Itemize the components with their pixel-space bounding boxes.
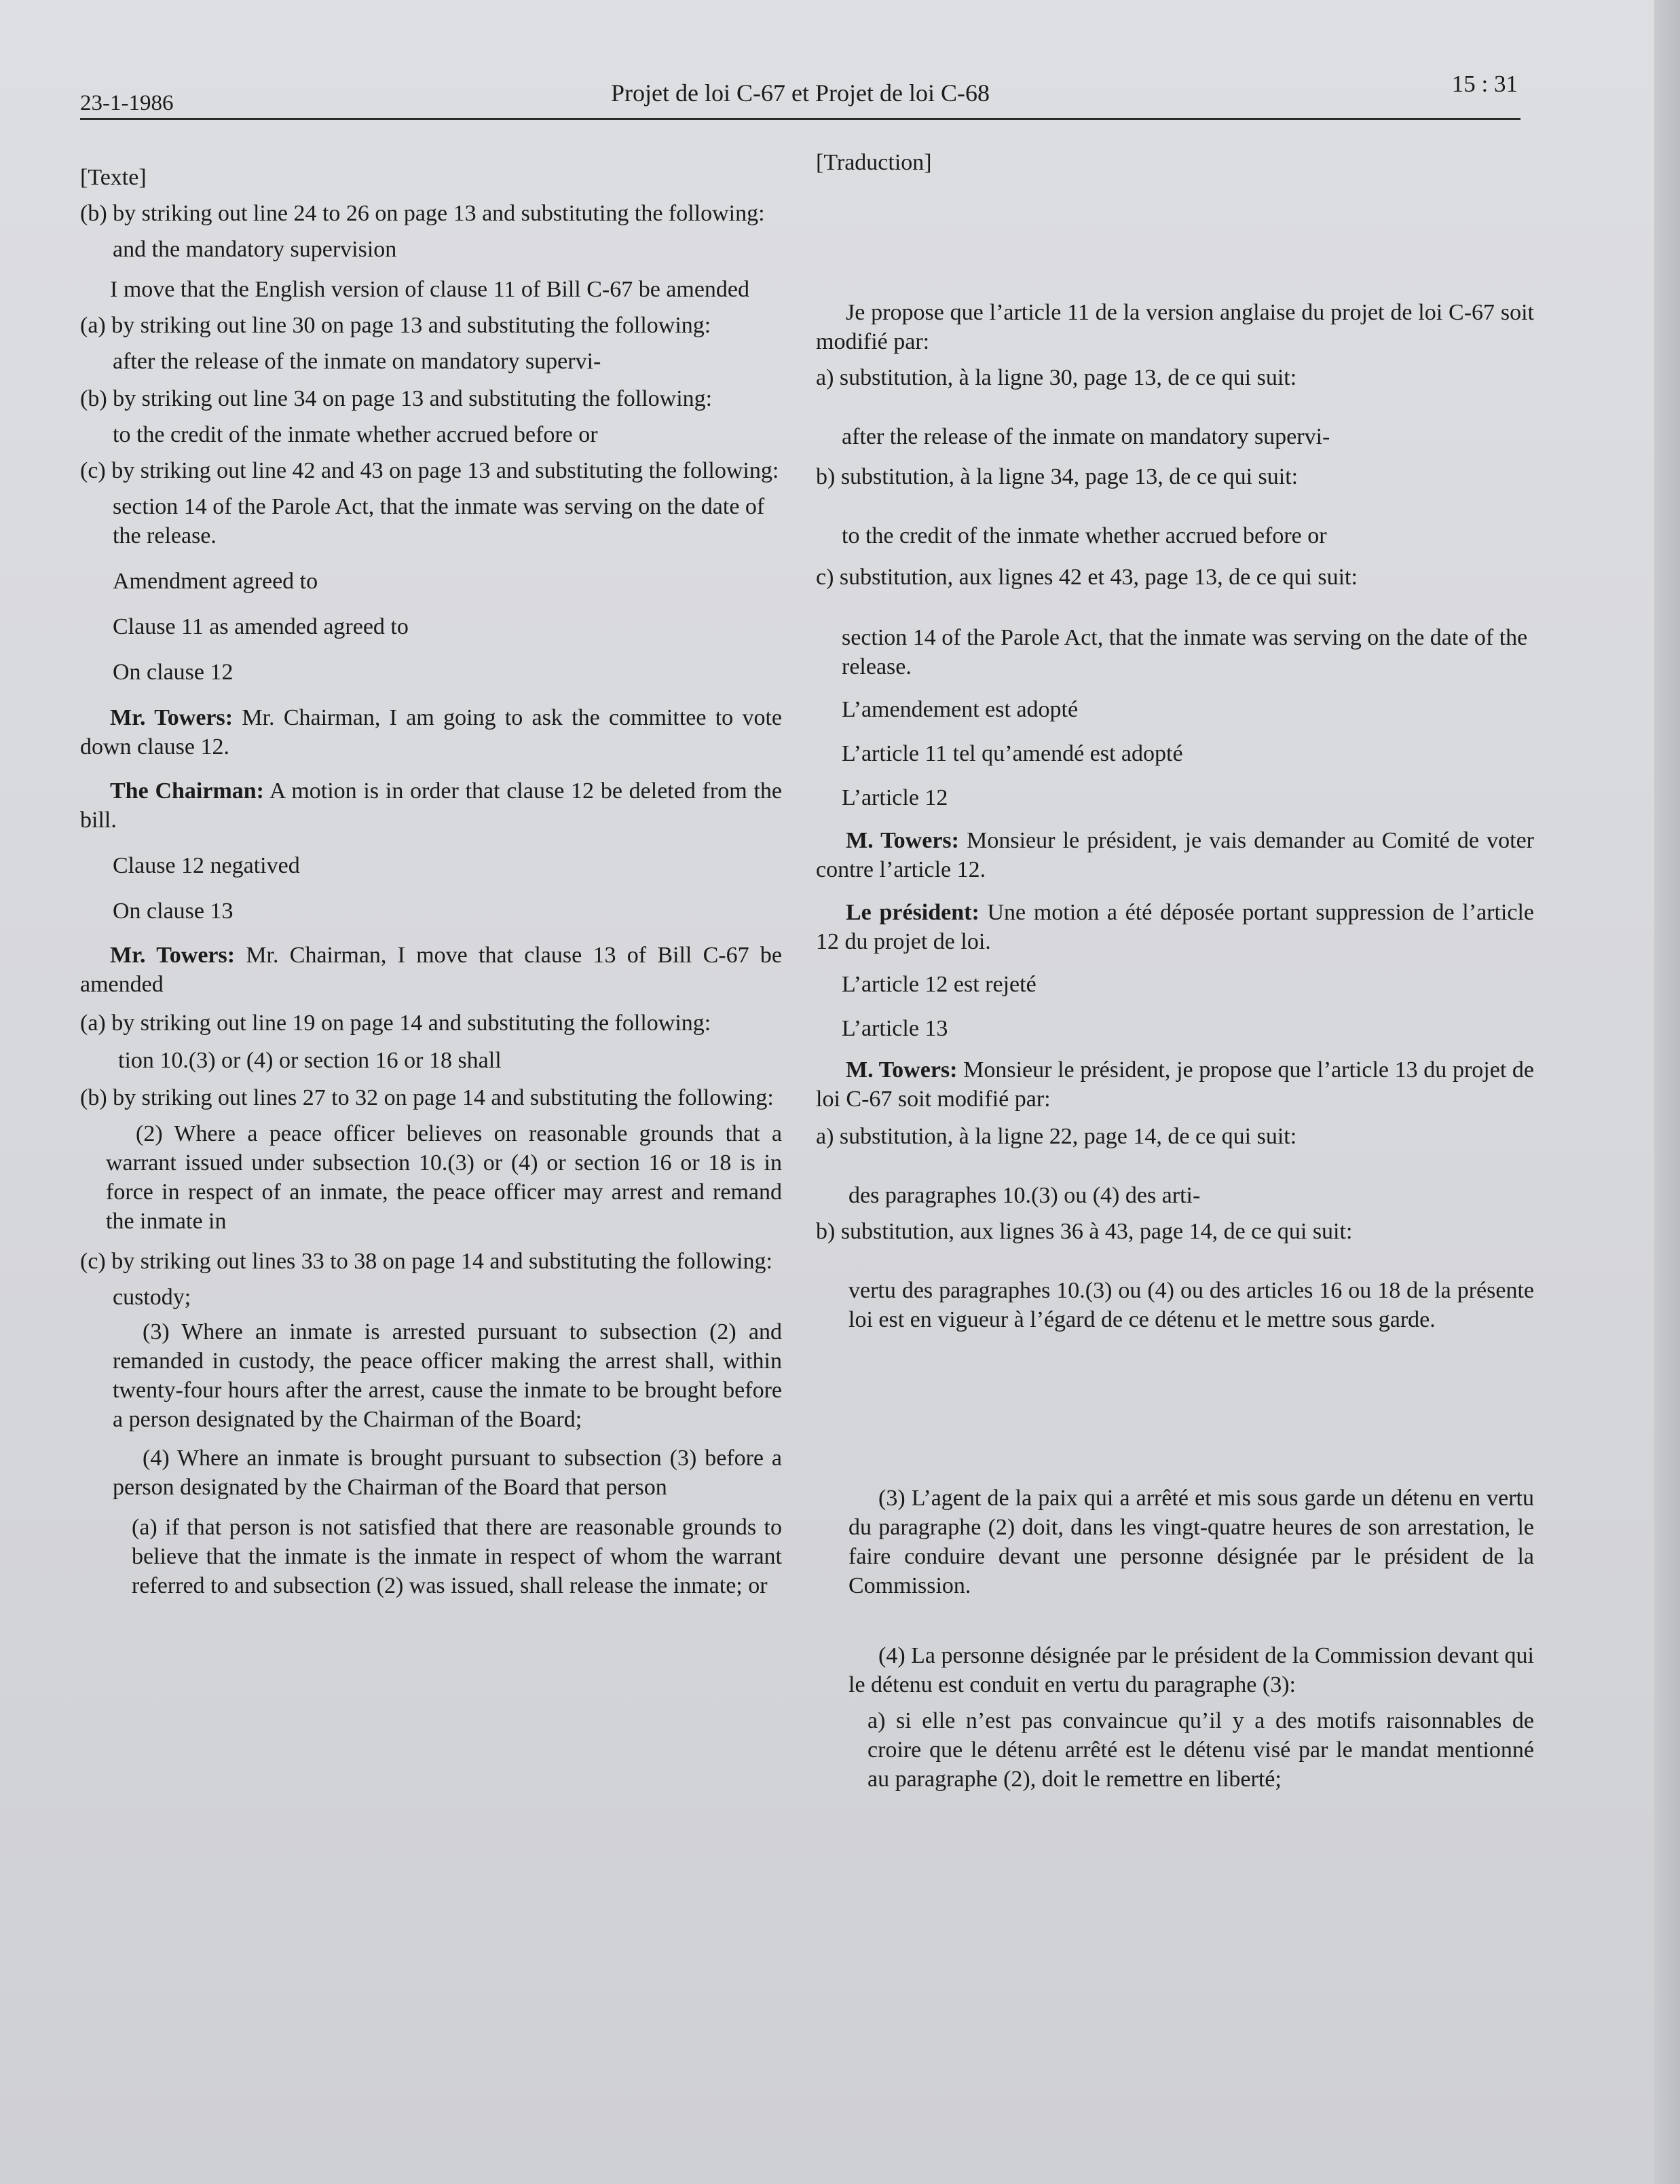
speaker-chairman: The Chairman: — [110, 778, 264, 804]
fr-amendment-agreed: L’amendement est adopté — [842, 697, 1079, 722]
amendment-agreed: Amendment agreed to — [113, 569, 318, 594]
amend-c2: (c) by striking out line 42 and 43 on page 13 and substituting the following: — [80, 458, 779, 483]
quote-10: (a) if that person is not satisfied that there are reasonable grounds to believe that the inmate is the inmate in respect of whom the warrant referred to and subsection (2) was issued, shall release the inmate; or — [132, 1515, 782, 1598]
quote-7: custody; — [113, 1285, 191, 1310]
fr-quote-8: (3) L’agent de la paix qui a arrêté et mis sous garde un détenu en vertu du paragraphe (2) doit, dans les vingt-quatre heures de son arrestation, le faire conduire devant une personne désignée par le président de la Commission. — [848, 1486, 1534, 1598]
quote-2: after the release of the inmate on mandatory supervi- — [113, 349, 601, 374]
page-header — [80, 67, 1520, 120]
fr-quote-4: section 14 of the Parole Act, that the inmate was serving on the date of the release. — [842, 625, 1528, 679]
fr-speaker-towers: M. Towers: — [846, 828, 959, 853]
fr-on-clause-12: L’article 12 — [842, 785, 948, 810]
text-label: [Texte] — [80, 165, 147, 190]
towers-statement-1: Mr. Towers: Mr. Chairman, I am going to ask the committee to vote down clause 12. — [80, 705, 782, 759]
fr-amend-b3: b) substitution, aux lignes 36 à 43, page 14, de ce qui suit: — [816, 1219, 1353, 1244]
amend-a2: (a) by striking out line 30 on page 13 and substituting the following: — [80, 313, 711, 338]
chairman-statement: The Chairman: A motion is in order that clause 12 be deleted from the bill. — [80, 778, 782, 833]
motion-clause-11: I move that the English version of clause 11 of Bill C-67 be amended — [110, 277, 750, 302]
fr-amend-a3: a) substitution, à la ligne 22, page 14, de ce qui suit: — [816, 1124, 1297, 1149]
fr-amend-b2: b) substitution, à la ligne 34, page 13, de ce qui suit: — [816, 464, 1299, 489]
speaker-towers-2: Mr. Towers: — [110, 943, 236, 968]
quote-1: and the mandatory supervision — [113, 237, 397, 262]
fr-quote-5: des paragraphes 10.(3) ou (4) des arti- — [848, 1183, 1201, 1208]
fr-quote-2: after the release of the inmate on mandatory supervi- — [842, 424, 1330, 449]
quote-8: (3) Where an inmate is arrested pursuant to subsection (2) and remanded in custody, the peace officer making the arrest shall, within twenty-four hours after the arrest, cause the inmate to be brought before a person designated by the Chairman of the Board; — [113, 1319, 782, 1432]
fr-on-clause-13: L’article 13 — [842, 1016, 948, 1041]
on-clause-12: On clause 12 — [113, 660, 234, 685]
page-edge — [1654, 0, 1680, 2184]
amend-a3: (a) by striking out line 19 on page 14 and substituting the following: — [80, 1011, 711, 1036]
amend-b2: (b) by striking out line 34 on page 13 and substituting the following: — [80, 386, 713, 411]
fr-quote-9: (4) La personne désignée par le président de la Commission devant qui le détenu est conduit en vertu du paragraphe (3): — [848, 1643, 1534, 1697]
fr-towers-statement-1: M. Towers: Monsieur le président, je vais demander au Comité de voter contre l’article 12. — [816, 828, 1535, 882]
towers-statement-2: Mr. Towers: Mr. Chairman, I move that clause 13 of Bill C-67 be amended — [80, 943, 782, 997]
fr-motion-clause-11: Je propose que l’article 11 de la version anglaise du projet de loi C-67 soit modifié par: — [816, 300, 1534, 354]
speaker-towers: Mr. Towers: — [110, 705, 234, 730]
fr-clause-11-agreed: L’article 11 tel qu’amendé est adopté — [842, 741, 1183, 766]
quote-5: tion 10.(3) or (4) or section 16 or 18 shall — [118, 1048, 502, 1073]
amend-c3: (c) by striking out lines 33 to 38 on page 14 and substituting the following: — [80, 1249, 772, 1274]
fr-clause-12-negatived: L’article 12 est rejeté — [842, 972, 1037, 997]
on-clause-13: On clause 13 — [113, 899, 234, 924]
fr-quote-6: vertu des paragraphes 10.(3) ou (4) ou des articles 16 ou 18 de la présente loi est en vigueur à l’égard de ce détenu et le mettre sous garde. — [848, 1278, 1534, 1332]
header-title: Projet de loi C-67 et Projet de loi C-68 — [611, 79, 990, 107]
amend-b3: (b) by striking out lines 27 to 32 on page 14 and substituting the following: — [80, 1085, 774, 1110]
fr-speaker-towers-2: M. Towers: — [846, 1057, 958, 1082]
english-column — [80, 163, 782, 1600]
quote-3: to the credit of the inmate whether accrued before or — [113, 422, 598, 447]
fr-speaker-chairman: Le président: — [846, 900, 979, 925]
quote-4: section 14 of the Parole Act, that the inmate was serving on the date of the release. — [113, 494, 765, 548]
fr-towers-statement-2: M. Towers: Monsieur le président, je propose que l’article 13 du projet de loi C-67 soit modifié par: — [816, 1057, 1535, 1112]
header-date: 23-1-1986 — [80, 91, 174, 115]
clause-11-agreed: Clause 11 as amended agreed to — [113, 614, 409, 639]
quote-9: (4) Where an inmate is brought pursuant to subsection (3) before a person designated by the Chairman of the Board that person — [113, 1446, 782, 1500]
amend-b1: (b) by striking out line 24 to 26 on page 13 and substituting the following: — [80, 201, 765, 226]
fr-quote-3: to the credit of the inmate whether accrued before or — [842, 523, 1327, 548]
fr-amend-a2: a) substitution, à la ligne 30, page 13, de ce qui suit: — [816, 365, 1297, 390]
french-column — [816, 148, 1534, 1794]
fr-amend-c2: c) substitution, aux lignes 42 et 43, page 13, de ce qui suit: — [816, 565, 1358, 590]
translation-label: [Traduction] — [816, 150, 932, 175]
fr-quote-10: a) si elle n’est pas convaincue qu’il y a des motifs raisonnables de croire que le détenu arrêté est le détenu visé par le mandat mentionné au paragraphe (2), doit le remettre en liberté; — [867, 1708, 1534, 1792]
quote-6: (2) Where a peace officer believes on reasonable grounds that a warrant issued under subsection 10.(3) or (4) or section 16 or 18 is in force in respect of an inmate, the peace officer may arrest and remand the inmate in — [106, 1121, 782, 1234]
header-page-number: 15 : 31 — [1451, 71, 1518, 97]
fr-chairman-statement: Le président: Une motion a été déposée portant suppression de l’article 12 du projet de loi. — [816, 900, 1534, 954]
clause-12-negatived: Clause 12 negatived — [113, 853, 300, 878]
